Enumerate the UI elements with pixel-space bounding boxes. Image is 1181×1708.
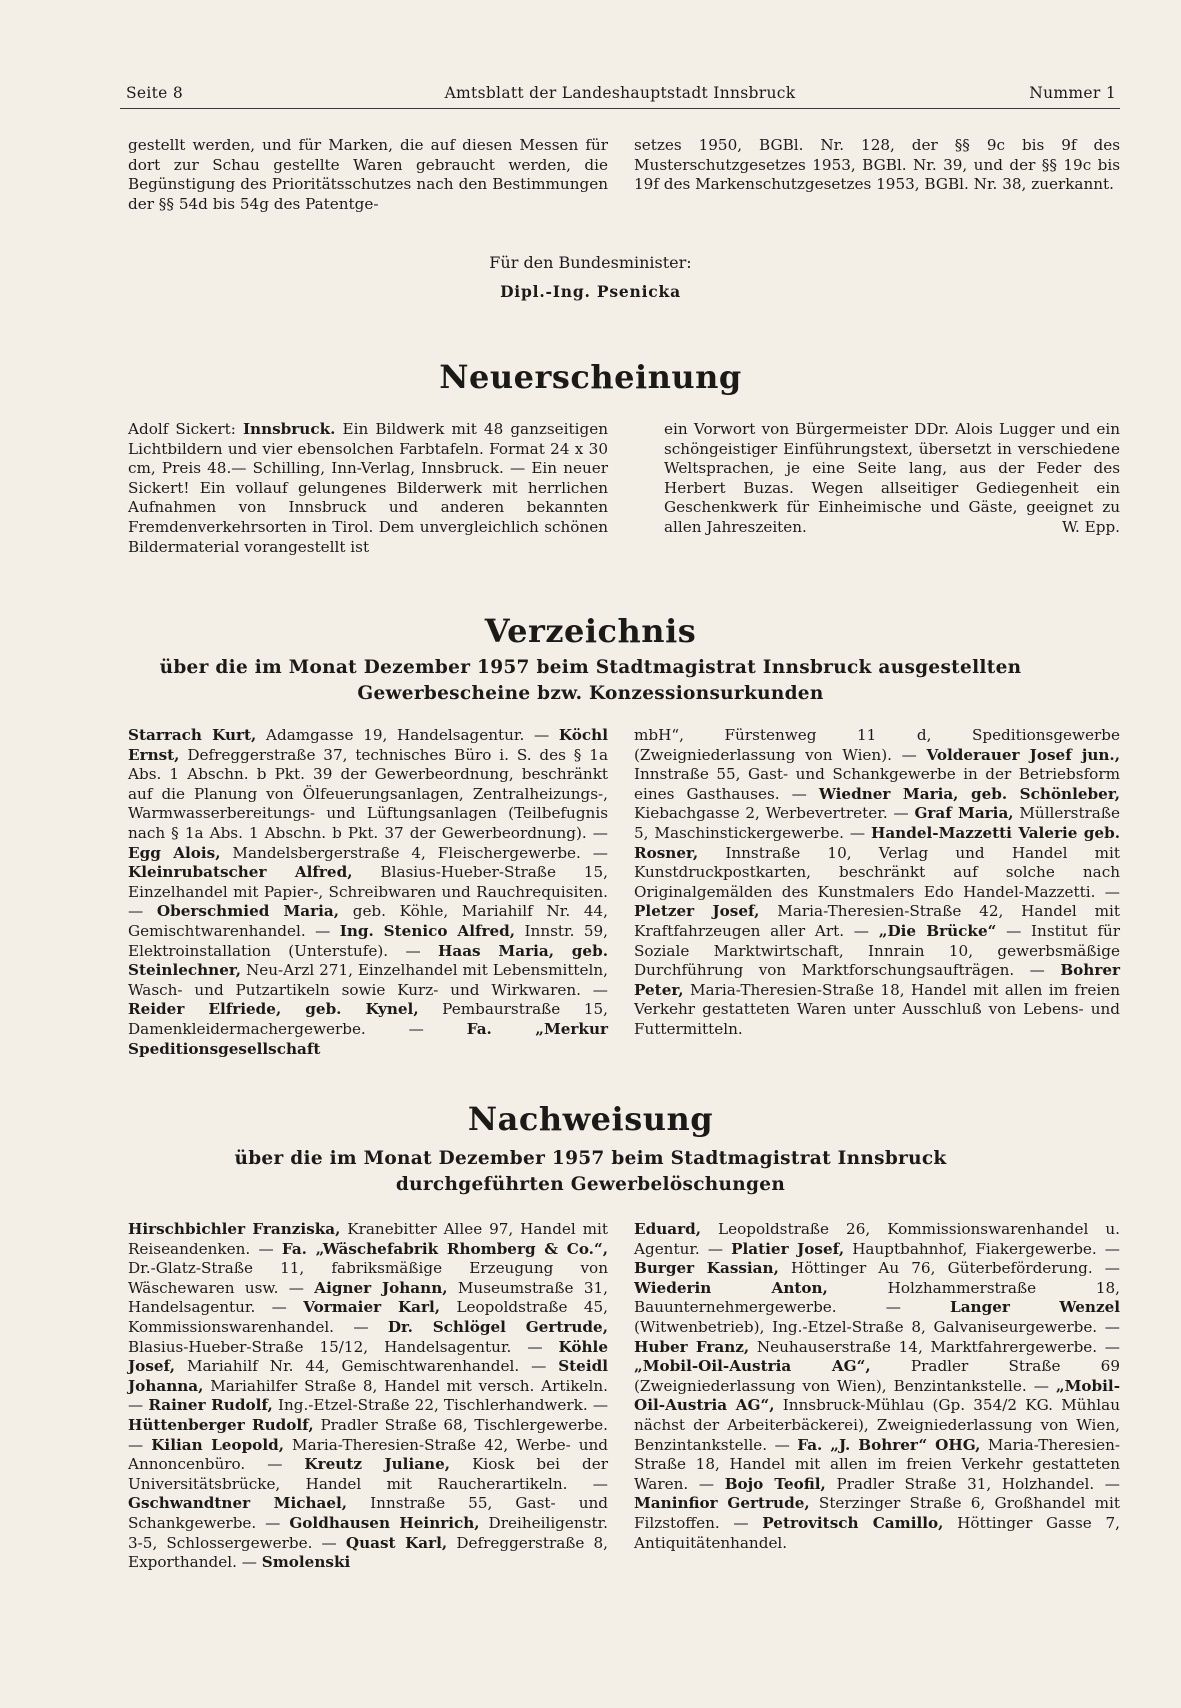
nachweisung-left-column	[128, 1220, 608, 1573]
entry-name: Kilian Leopold,	[151, 1435, 284, 1454]
entry-name: Köhle Josef,	[128, 1337, 608, 1376]
book-author: Adolf Sickert:	[128, 420, 236, 438]
entry-name: Oberschmied Maria,	[156, 902, 340, 921]
entry-text: — Institut für Soziale Marktwirtschaft, Innrain 10, gewerbsmäßige Durchführung von Marktforschungsaufträgen. —	[634, 921, 1120, 980]
intro-left-column	[128, 136, 608, 214]
page-number: Seite 8	[126, 84, 184, 102]
entry-text: Dreiheiligenstr. 3-5, Schlossergewerbe. —	[128, 1513, 608, 1552]
nachweisung-subtitle-2: durchgeführten Gewerbelöschungen	[395, 1174, 786, 1195]
entry-text: Pradler Straße 68, Tischlergewerbe. —	[128, 1415, 609, 1454]
entry-name: Hüttenberger Rudolf,	[128, 1415, 314, 1434]
verzeichnis-subtitle-2: Gewerbescheine bzw. Konzessionsurkunden	[357, 683, 824, 704]
entry-text: Mariahilf Nr. 44, Gemischtwarenhandel. —	[175, 1357, 559, 1376]
entry-text: Innstraße 55, Gast- und Schankgewerbe in der Betriebsform eines Gasthauses. —	[634, 765, 1120, 803]
reviewer-name: W. Epp.	[1062, 517, 1120, 536]
issue-number: Nummer 1	[1029, 84, 1116, 102]
entry-name: Langer Wenzel	[950, 1298, 1121, 1317]
entry-text: Innsbruck-Mühlau (Gp. 354/2 KG. Mühlau nächst der Arbeiterbäckerei), Zweigniederlassung von Wien, Benzintankstelle. —	[634, 1396, 1121, 1454]
entry-name: Handel-Mazzetti Valerie geb. Rosner,	[634, 823, 1120, 862]
entry-name: Steidl Johanna,	[128, 1357, 608, 1395]
entry-text: Kiosk bei der Universitätsbrücke, Handel mit Raucherartikeln. —	[128, 1455, 608, 1493]
entry-name: Bojo Teofil,	[724, 1474, 826, 1493]
entry-text: Höttinger Au 76, Güterbeförderung. —	[778, 1259, 1120, 1278]
entry-name: „Mobil-Oil-Austria AG“,	[634, 1376, 1120, 1415]
entry-name: Kleinrubatscher Alfred,	[128, 863, 353, 882]
entry-name: Volderauer Josef jun.,	[926, 745, 1120, 764]
entry-name: Eduard,	[634, 1220, 701, 1238]
entry-name: Wiederin Anton,	[634, 1278, 828, 1297]
nachweisung-title: Nachweisung	[467, 1100, 714, 1138]
entry-text: Mariahilfer Straße 8, Handel mit versch. Artikeln. —	[128, 1376, 608, 1415]
entry-name: Platier Josef,	[731, 1239, 845, 1258]
entry-name: Graf Maria,	[914, 804, 1014, 823]
entry-text: Holzhammerstraße 18, Bauunternehmergewerbe. —	[634, 1278, 1120, 1317]
entry-text: Pembaurstraße 15, Damenkleidermachergewerbe. —	[128, 1000, 608, 1038]
entry-text: Defreggerstraße 37, technisches Büro i. S. des § 1a Abs. 1 Abschn. b Pkt. 39 der Gewerbeordnung, beschränkt auf die Planung von Ölfeuerungsanlagen, Zentralheizungs-, Warmwasserbereitungs- und Lüftungsanlagen (Teilbefugnis nach § 1a Abs. 1 Abschn. b Pkt. 37 der Gewerbeordnung). —	[128, 745, 608, 842]
entry-text: Höttinger Gasse 7, Antiquitätenhandel.	[634, 1513, 1120, 1552]
entry-text: Sterzinger Straße 6, Großhandel mit Filzstoffen. —	[634, 1494, 1120, 1532]
entry-text: Blasius-Hueber-Straße 15, Einzelhandel mit Papier-, Schreibwaren und Rauchrequisiten. —	[128, 863, 609, 921]
entry-text: Ing.-Etzel-Straße 22, Tischlerhandwerk. —	[272, 1396, 609, 1415]
entry-name: Haas Maria, geb. Steinlechner,	[128, 941, 608, 980]
entry-name: Ing. Stenico Alfred,	[339, 921, 516, 940]
book-description: Ein Bildwerk mit 48 ganzseitigen Lichtbildern und vier ebensolchen Farbtafeln. Format 24 x 30 cm, Preis 48.— Schilling, Inn-Verlag, Innsbruck. — Ein neuer Sickert! Ein vollauf gelungenes Bilderwerk mit herrlichen Aufnahmen von Innsbruck und anderen bekannten Fremdenverkehrsorten in Tirol. Dem unvergleichlich schönen Bildermaterial vorangestellt ist	[128, 420, 608, 556]
intro-right-column	[634, 136, 1120, 195]
entry-name: Bohrer Peter,	[634, 961, 1120, 999]
entry-name: Starrach Kurt,	[128, 726, 257, 744]
entry-text: Pradler Straße 69 (Zweigniederlassung von Wien), Benzintankstelle. —	[634, 1357, 1121, 1395]
publication-title: Amtsblatt der Landeshauptstadt Innsbruck	[444, 84, 796, 102]
neuerscheinung-left-text	[128, 420, 608, 557]
entry-name: Wiedner Maria, geb. Schönleber,	[818, 784, 1121, 803]
entry-text: Museumstraße 31, Handelsagentur. —	[128, 1278, 608, 1317]
nachweisung-right-entries	[634, 1220, 1120, 1553]
verzeichnis-right-column	[634, 726, 1120, 1040]
entry-text: (Witwenbetrieb), Ing.-Etzel-Straße 8, Galvaniseurgewerbe. —	[634, 1317, 1120, 1336]
entry-text: Kranebitter Allee 97, Handel mit Reiseandenken. —	[128, 1220, 608, 1258]
neuerscheinung-title: Neuerscheinung	[439, 358, 742, 396]
entry-name: Dr. Schlögel Gertrude,	[387, 1317, 608, 1336]
neuerscheinung-right-text	[664, 420, 1120, 538]
entry-text: Pradler Straße 31, Holzhandel. —	[825, 1474, 1120, 1493]
verzeichnis-title: Verzeichnis	[484, 612, 697, 650]
intro-left-text: gestellt werden, und für Marken, die auf diesen Messen für dort zur Schau gestellte Waren gebraucht werden, die Begünstigung des Prioritätsschutzes nach den Bestimmungen der §§ 54d bis 54g des Patentge-	[128, 136, 608, 213]
entry-text: Blasius-Hueber-Straße 15/12, Handelsagentur. —	[128, 1337, 559, 1356]
entry-name: „Mobil-Oil-Austria AG“,	[634, 1357, 871, 1376]
entry-name: Huber Franz,	[634, 1337, 750, 1356]
entry-name: Maninfior Gertrude,	[634, 1494, 810, 1513]
verzeichnis-left-entries	[128, 726, 608, 1059]
entry-text: Dr.-Glatz-Straße 11, fabriksmäßige Erzeugung von Wäschewaren usw. —	[128, 1259, 608, 1297]
verzeichnis-right-entries	[634, 726, 1120, 1040]
entry-name: Rainer Rudolf,	[148, 1396, 273, 1415]
entry-name: Fa. „J. Bohrer“ OHG,	[797, 1435, 981, 1454]
entry-text: geb. Köhle, Mariahilf Nr. 44, Gemischtwarenhandel. —	[128, 902, 608, 940]
entry-name: Reider Elfriede, geb. Kynel,	[128, 1000, 419, 1019]
book-title: Innsbruck.	[242, 420, 336, 438]
entry-name: Fa. „Wäschefabrik Rhomberg & Co.“,	[281, 1239, 608, 1258]
signature-for: Für den Bundesminister:	[489, 253, 692, 272]
entry-text: Mandelsbergerstraße 4, Fleischergewerbe. —	[220, 843, 608, 862]
entry-name: Köchl Ernst,	[128, 726, 608, 764]
entry-name: Hirschbichler Franziska,	[128, 1220, 341, 1238]
entry-text: Hauptbahnhof, Fiakergewerbe. —	[844, 1239, 1120, 1258]
entry-text: Maria-Theresien-Straße 18, Handel mit allen im freien Verkehr gestatteten Waren unter Ausschluß von Lebens- und Futtermitteln.	[634, 980, 1120, 1038]
entry-text: Innstraße 10, Verlag und Handel mit Kunstdruckpostkarten, beschränkt auf solche nach Originalgemälden des Kunstmalers Edo Handel-Mazzetti. —	[634, 843, 1120, 901]
intro-right-text: setzes 1950, BGBl. Nr. 128, der §§ 9c bis 9f des Musterschutzgesetzes 1953, BGBl. Nr. 39, und der §§ 19c bis 19f des Markenschutzgesetzes 1953, BGBl. Nr. 38, zuerkannt.	[634, 136, 1120, 194]
verzeichnis-subtitle-1: über die im Monat Dezember 1957 beim Stadtmagistrat Innsbruck ausgestellten	[159, 657, 1022, 678]
entry-text: Kiebachgasse 2, Werbevertreter. —	[634, 804, 915, 823]
entry-text: Leopoldstraße 45, Kommissionswarenhandel. —	[128, 1298, 608, 1336]
entry-name: Quast Karl,	[345, 1533, 448, 1552]
entry-text: mbH“, Fürstenweg 11 d, Speditionsgewerbe (Zweigniederlassung von Wien). —	[634, 726, 1120, 764]
verzeichnis-left-column	[128, 726, 608, 1059]
signature-name: Dipl.-Ing. Psenicka	[500, 282, 681, 301]
entry-name: Fa. „Merkur Speditionsgesellschaft	[128, 1019, 608, 1058]
entry-text: Maria-Theresien-Straße 42, Werbe- und Annoncenbüro. —	[128, 1435, 609, 1474]
entry-text: Maria-Theresien-Straße 18, Handel mit allen im freien Verkehr gestatteten Waren. —	[634, 1435, 1120, 1493]
neuerscheinung-left-column	[128, 420, 608, 557]
entry-name: Pletzer Josef,	[634, 902, 760, 921]
entry-name: Goldhausen Heinrich,	[289, 1513, 480, 1532]
entry-text: Innstr. 59, Elektroinstallation (Unterstufe). —	[128, 921, 609, 960]
entry-name: Smolenski	[261, 1553, 351, 1572]
book-review-text: ein Vorwort von Bürgermeister DDr. Alois Lugger und ein schöngeistiger Einführungstext, übersetzt in verschiedene Weltsprachen, je eine Seite lang, aus der Feder des Herbert Buzas. Wegen allseitiger Gediegenheit ein Geschenkwerk für Einheimische und Gäste, geeignet zu allen Jahreszeiten.	[664, 420, 1120, 536]
entry-text: Leopoldstraße 26, Kommissionswarenhandel u. Agentur. —	[634, 1220, 1120, 1258]
entry-name: Petrovitsch Camillo,	[762, 1513, 944, 1532]
entry-text: Neu-Arzl 271, Einzelhandel mit Lebensmitteln, Wasch- und Putzartikeln sowie Kurz- und Wirkwaren. —	[128, 961, 608, 999]
entry-name: Vormaier Karl,	[303, 1298, 441, 1317]
entry-name: Gschwandtner Michael,	[128, 1494, 348, 1513]
entry-text: Innstraße 55, Gast- und Schankgewerbe. —	[128, 1494, 609, 1532]
entry-text: Maria-Theresien-Straße 42, Handel mit Kraftfahrzeugen aller Art. —	[634, 902, 1120, 940]
nachweisung-right-column	[634, 1220, 1120, 1553]
entry-text: Neuhauserstraße 14, Marktfahrergewerbe. —	[749, 1337, 1120, 1356]
entry-name: Egg Alois,	[128, 843, 221, 862]
entry-text: Müllerstraße 5, Maschinstickergewerbe. —	[634, 804, 1120, 842]
nachweisung-left-entries	[128, 1220, 608, 1573]
neuerscheinung-right-column	[664, 420, 1120, 538]
entry-text: Defreggerstraße 8, Exporthandel. —	[128, 1533, 608, 1572]
entry-name: Aigner Johann,	[314, 1278, 448, 1297]
page-header	[120, 82, 1120, 109]
entry-name: Kreutz Juliane,	[304, 1455, 451, 1474]
entry-text: Adamgasse 19, Handelsagentur. —	[256, 726, 559, 744]
entry-name: Burger Kassian,	[634, 1259, 779, 1278]
entry-name: „Die Brücke“	[878, 921, 997, 940]
nachweisung-subtitle-1: über die im Monat Dezember 1957 beim Stadtmagistrat Innsbruck	[234, 1148, 947, 1169]
